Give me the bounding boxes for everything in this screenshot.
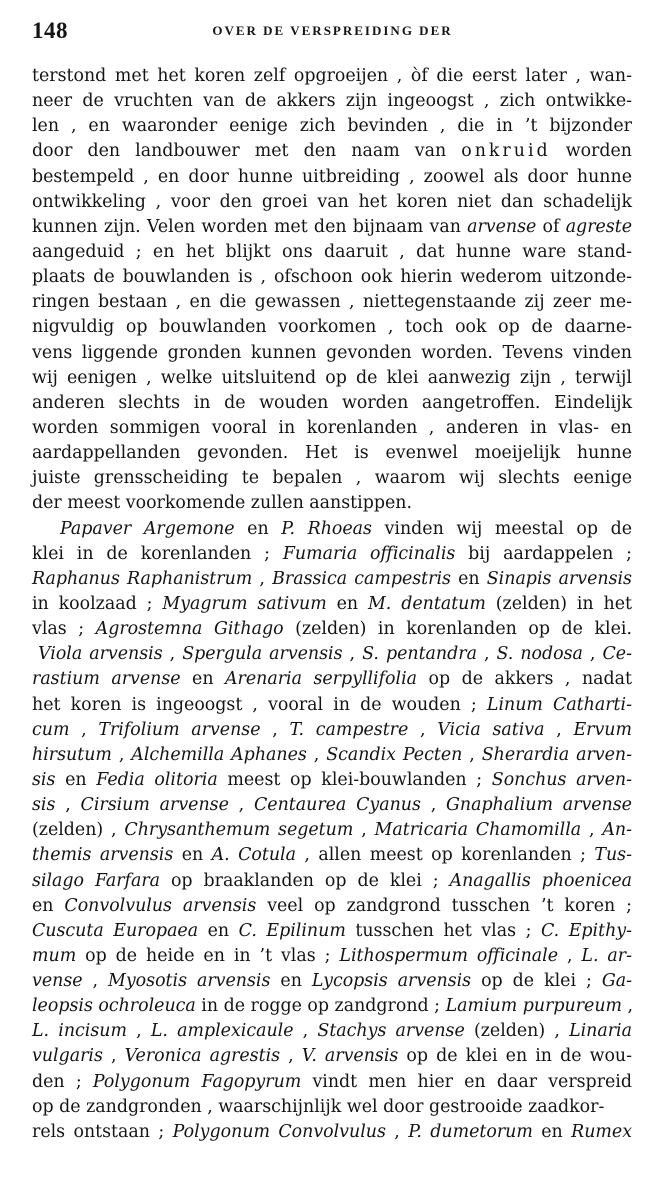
- text-span: op de zandgronden , waarschijnlijk wel door gestrooide zaadkor-: [32, 1096, 605, 1117]
- text-line: [32, 466, 632, 491]
- text-span: meest op klei-bouwlanden ;: [217, 769, 492, 790]
- text-span: juiste grensscheiding te bepalen , waarom wij slechts eenige: [32, 468, 632, 489]
- text-span: ,: [408, 719, 438, 740]
- text-span: ,: [293, 1021, 318, 1042]
- italic-span: Alchemilla Aphanes: [131, 744, 307, 765]
- text-line: [32, 290, 632, 315]
- italic-span: P. dumetorum: [408, 1121, 533, 1142]
- text-line: [32, 969, 632, 994]
- text-line: [32, 994, 632, 1019]
- text-line: [32, 1044, 632, 1069]
- page-number: 148: [32, 18, 68, 43]
- italic-span: silago Farfara: [32, 870, 161, 891]
- text-line: [32, 315, 632, 340]
- text-line: [32, 139, 632, 164]
- text-span: ,: [111, 744, 132, 765]
- text-span: ,: [342, 644, 363, 665]
- text-span: en: [532, 1121, 572, 1142]
- text-span: ,: [126, 1021, 151, 1042]
- italic-span: sis: [32, 795, 56, 816]
- text-span: aangeduid ; en het blijkt ons daaruit , dat hunne ware stand-: [32, 241, 632, 262]
- text-line: [32, 215, 632, 240]
- italic-span: V. arvensis: [301, 1046, 399, 1067]
- text-span: en: [450, 568, 487, 589]
- text-line: [32, 617, 632, 642]
- italic-span: Sonchus arven-: [491, 769, 632, 790]
- italic-span: M. dentatum: [368, 593, 486, 614]
- text-span: den ;: [32, 1071, 93, 1092]
- italic-span: L. ar-: [581, 945, 632, 966]
- text-span: nigvuldig op bouwlanden voorkomen , toch ook op de daarne-: [32, 317, 632, 338]
- text-span: en: [326, 593, 368, 614]
- italic-span: agreste: [565, 216, 632, 237]
- text-span: het koren is ingeoogst , vooral in de wouden ;: [32, 694, 487, 715]
- italic-span: Viola arvensis: [38, 644, 163, 665]
- italic-span: Polygonum Convolvulus: [172, 1121, 386, 1142]
- text-line: [32, 768, 632, 793]
- italic-span: Linaria: [569, 1021, 632, 1042]
- text-span: en: [234, 518, 282, 539]
- text-line: [32, 818, 632, 843]
- text-span: worden: [550, 141, 632, 162]
- text-span: der meest voorkomende zullen aanstippen.: [32, 493, 413, 514]
- italic-span: Papaver Argemone: [60, 518, 235, 539]
- running-head: OVER DE VERSPREIDING DER: [212, 23, 453, 38]
- text-span: ,: [353, 820, 375, 841]
- italic-span: Linum Catharti-: [486, 694, 632, 715]
- text-line: [32, 265, 632, 290]
- text-span: en: [198, 920, 239, 941]
- text-span: bij aardappelen ;: [455, 543, 632, 564]
- text-span: rels ontstaan ;: [32, 1121, 173, 1142]
- text-span: ontwikkeling , voor den groei van het koren niet dan schadelijk: [32, 191, 632, 212]
- italic-span: Myosotis arvensis: [108, 971, 271, 992]
- text-line: [32, 1120, 632, 1145]
- italic-span: C. Epithy-: [540, 920, 632, 941]
- text-span: en: [55, 769, 97, 790]
- italic-span: Rumex: [571, 1121, 633, 1142]
- italic-span: Spergula arvensis: [182, 644, 343, 665]
- text-line: [32, 869, 632, 894]
- italic-span: Cuscuta Europaea: [32, 920, 199, 941]
- italic-span: T. campestre: [289, 719, 409, 740]
- italic-span: S. nodosa: [496, 644, 583, 665]
- text-span: (zelden) ,: [464, 1021, 570, 1042]
- italic-span: Ga-: [601, 971, 632, 992]
- italic-span: S. pentandra: [362, 644, 477, 665]
- text-span: (zelden) in korenlanden op de klei.: [283, 619, 632, 640]
- italic-span: Gnaphalium arvense: [446, 795, 632, 816]
- text-span: ,: [55, 795, 81, 816]
- text-span: op de klei ;: [471, 971, 602, 992]
- text-line: [32, 491, 632, 516]
- text-line: [32, 743, 632, 768]
- italic-span: Vicia sativa: [437, 719, 545, 740]
- text-span: vens liggende gronden kunnen gevonden worden. Tevens vinden: [32, 342, 632, 363]
- text-line: [32, 793, 632, 818]
- text-line: [32, 341, 632, 366]
- italic-span: Stachys arvense: [317, 1021, 465, 1042]
- text-span: en: [270, 971, 312, 992]
- italic-span: Matricaria Chamomilla: [374, 820, 582, 841]
- text-span: plaats de bouwlanden is , ofschoon ook hierin wederom uitzonde-: [32, 267, 632, 288]
- text-span: in de rogge op zandgrond ;: [195, 996, 446, 1017]
- text-span: op de akkers , nadat: [417, 669, 632, 690]
- italic-span: A. Cotula: [211, 845, 296, 866]
- text-span: door den landbouwer met den naam van: [32, 141, 462, 162]
- text-span: vlas ;: [32, 619, 96, 640]
- text-line: [32, 366, 632, 391]
- text-line: [32, 919, 632, 944]
- italic-span: Raphanus Raphanistrum: [32, 568, 253, 589]
- italic-span: Sherardia arven-: [481, 744, 632, 765]
- italic-span: vulgaris: [32, 1046, 103, 1067]
- text-span: aardappellanden gevonden. Het is evenwel moeijelijk hunne: [32, 443, 632, 464]
- italic-span: P. Rhoeas: [281, 518, 372, 539]
- body-text: [32, 64, 632, 1145]
- italic-span: Chrysanthemum segetum: [124, 820, 354, 841]
- italic-span: C. Epilinum: [238, 920, 346, 941]
- italic-span: rastium arvense: [32, 669, 181, 690]
- italic-span: Ervum: [573, 719, 632, 740]
- text-line: [32, 114, 632, 139]
- italic-span: Scandix Pecten: [326, 744, 463, 765]
- italic-span: Arenaria serpyllifolia: [225, 669, 418, 690]
- italic-span: Convolvulus arvensis: [64, 895, 257, 916]
- text-line: [32, 1019, 632, 1044]
- text-span: klei in de korenlanden ;: [32, 543, 283, 564]
- text-line: [32, 89, 632, 114]
- text-line: [32, 391, 632, 416]
- text-span: ,: [69, 719, 99, 740]
- text-span: tusschen het vlas ;: [345, 920, 541, 941]
- text-span: ,: [228, 795, 254, 816]
- italic-span: Lamium purpureum: [445, 996, 623, 1017]
- text-span: ,: [544, 719, 574, 740]
- text-span: ,: [252, 568, 273, 589]
- italic-span: Brassica campestris: [272, 568, 451, 589]
- text-span: ,: [260, 719, 290, 740]
- text-span: ,: [102, 1046, 125, 1067]
- text-span: bestempeld , en door hunne uitbreiding , zoowel als door hunne: [32, 166, 632, 187]
- text-span: en: [32, 895, 65, 916]
- italic-span: Lycopsis arvensis: [311, 971, 472, 992]
- text-line: [32, 416, 632, 441]
- text-span: neer de vruchten van de akkers zijn ingeoogst , zich ontwikke-: [32, 91, 632, 112]
- text-span: op de klei en in de wou-: [398, 1046, 633, 1067]
- text-span: ,: [476, 644, 497, 665]
- text-span: ,: [462, 744, 482, 765]
- text-span: ,: [280, 1046, 302, 1067]
- text-span: ,: [558, 945, 582, 966]
- italic-span: An-: [602, 820, 632, 841]
- italic-span: Lithospermum officinale: [339, 945, 559, 966]
- italic-span: Ce-: [602, 644, 632, 665]
- text-span: kunnen zijn. Velen worden met den bijnaam van: [32, 216, 468, 237]
- italic-span: themis arvensis: [32, 845, 174, 866]
- text-span: vinden wij meestal op de: [371, 518, 632, 539]
- text-span: veel op zandgrond tusschen ’t koren ;: [256, 895, 632, 916]
- text-line: [32, 190, 632, 215]
- text-line: [32, 843, 632, 868]
- italic-span: Tus-: [594, 845, 632, 866]
- text-span: en: [173, 845, 212, 866]
- text-line: [32, 642, 632, 667]
- italic-span: hirsutum: [32, 744, 112, 765]
- text-span: ,: [306, 744, 327, 765]
- text-span: ,: [420, 795, 446, 816]
- text-span: (zelden) in het: [485, 593, 632, 614]
- italic-span: Polygonum Fagopyrum: [92, 1071, 302, 1092]
- text-span: op de heide en in ’t vlas ;: [76, 945, 340, 966]
- text-span: ringen bestaan , en die gewassen , niettegenstaande zij zeer me-: [32, 292, 632, 313]
- text-line: [32, 944, 632, 969]
- italic-span: L. incisum: [32, 1021, 127, 1042]
- italic-span: Cirsium arvense: [80, 795, 229, 816]
- italic-span: Veronica agrestis: [124, 1046, 281, 1067]
- italic-span: leopsis ochroleuca: [32, 996, 196, 1017]
- text-span: op braaklanden op de klei ;: [160, 870, 450, 891]
- text-line: [32, 1070, 632, 1095]
- italic-span: sis: [32, 769, 56, 790]
- text-span: worden sommigen vooral in korenlanden , anderen in vlas- en: [32, 417, 632, 438]
- italic-span: Trifolium arvense: [98, 719, 261, 740]
- text-line: [32, 517, 632, 542]
- text-span: len , en waaronder eenige zich bevinden , die in ’t bijzonder: [32, 116, 632, 137]
- text-span: en: [180, 669, 225, 690]
- italic-span: Fumaria officinalis: [282, 543, 456, 564]
- italic-span: Sinapis arvensis: [486, 568, 632, 589]
- text-span: ,: [582, 644, 603, 665]
- text-span: in koolzaad ;: [32, 593, 163, 614]
- page-header: [30, 18, 635, 48]
- text-span: , allen meest op korenlanden ;: [295, 845, 595, 866]
- text-span: ,: [581, 820, 603, 841]
- text-span: ,: [82, 971, 109, 992]
- text-line: [32, 1095, 632, 1120]
- italic-span: Agrostemna Githago: [95, 619, 284, 640]
- text-line: [32, 667, 632, 692]
- text-line: [32, 441, 632, 466]
- italic-span: L. amplexicaule: [150, 1021, 294, 1042]
- text-line: [32, 64, 632, 89]
- text-line: [32, 567, 632, 592]
- text-line: [32, 165, 632, 190]
- text-span: ,: [385, 1121, 409, 1142]
- italic-span: Centaurea Cyanus: [253, 795, 421, 816]
- text-span: ,: [162, 644, 183, 665]
- text-span: (zelden) ,: [32, 820, 125, 841]
- italic-span: Myagrum sativum: [162, 593, 327, 614]
- text-line: [32, 592, 632, 617]
- italic-span: vense: [32, 971, 83, 992]
- text-span: of: [536, 216, 566, 237]
- text-line: [32, 718, 632, 743]
- italic-span: mum: [32, 945, 77, 966]
- text-span: anderen slechts in de wouden worden aangetroffen. Eindelijk: [32, 392, 632, 413]
- italic-span: Fedia olitoria: [96, 769, 218, 790]
- text-line: [32, 693, 632, 718]
- text-span: terstond met het koren zelf opgroeijen , òf die eerst later , wan-: [32, 66, 632, 86]
- spaced-span: onkruid: [461, 141, 551, 162]
- text-span: vindt men hier en daar verspreid: [301, 1071, 632, 1092]
- text-line: [32, 894, 632, 919]
- text-line: [32, 240, 632, 265]
- text-span: ,: [622, 996, 634, 1017]
- italic-span: Anagallis phoenicea: [449, 870, 632, 891]
- text-span: wij eenigen , welke uitsluitend op de klei aanwezig zijn , terwijl: [32, 367, 632, 388]
- text-line: [32, 542, 632, 567]
- italic-span: arvense: [467, 216, 537, 237]
- italic-span: cum: [32, 719, 70, 740]
